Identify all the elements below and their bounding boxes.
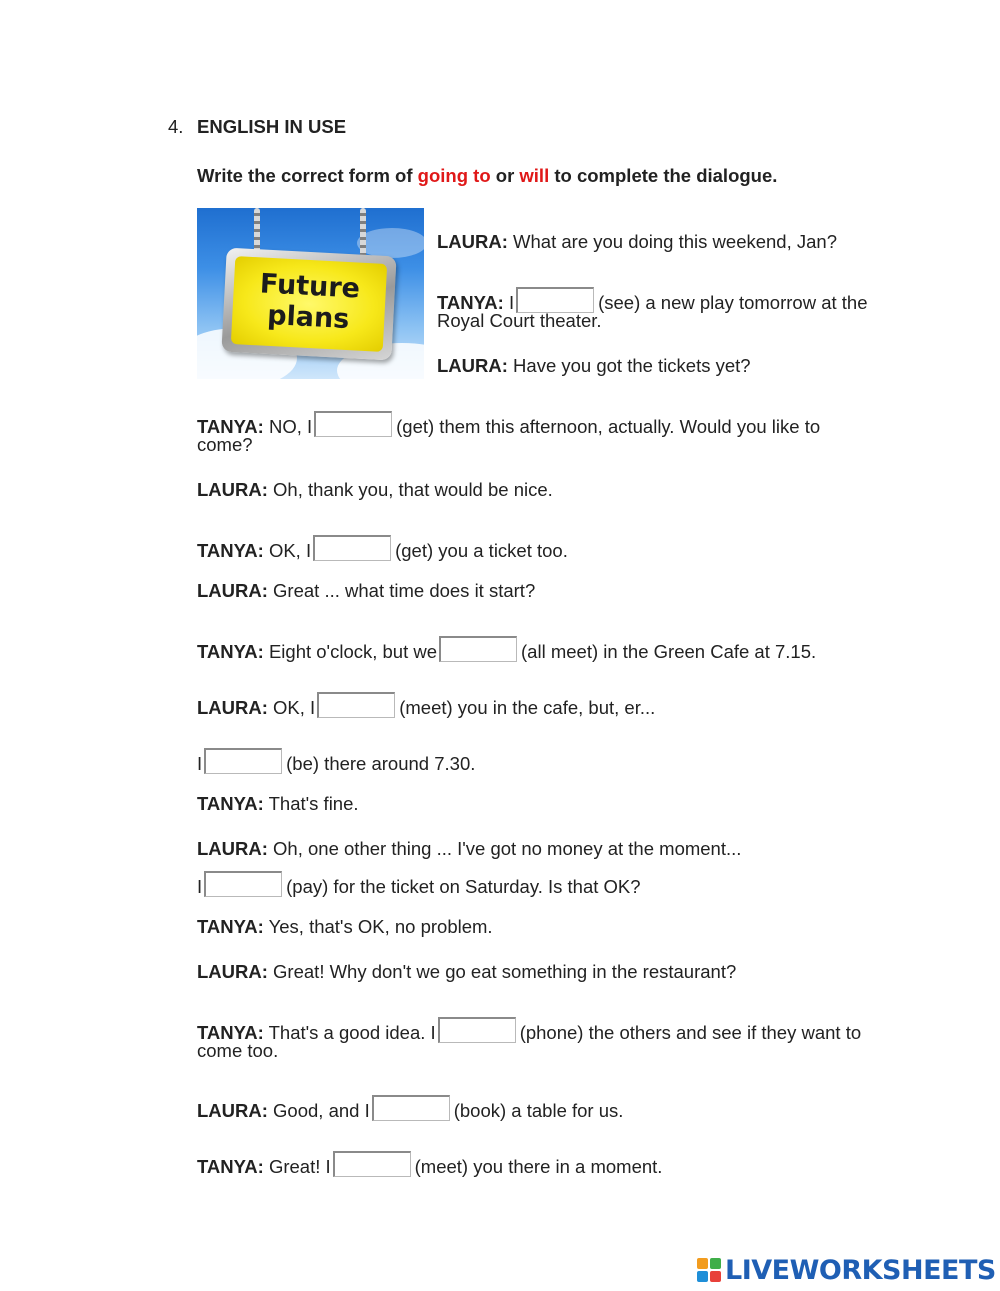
dialogue-line-continued: Royal Court theater.: [437, 310, 602, 331]
speaker: LAURA:: [437, 355, 508, 376]
dialogue-line: [197, 692, 655, 719]
line-text: (meet) you in the cafe, but, er...: [399, 697, 656, 718]
line-text: NO, I: [263, 416, 313, 437]
logo-text: LIVEWORKSHEETS: [725, 1254, 996, 1286]
line-text: That's fine.: [263, 793, 359, 814]
sign-line-2: plans: [266, 299, 351, 336]
line-text: (see) a new play tomorrow at the: [598, 292, 868, 313]
speaker: TANYA:: [197, 793, 264, 814]
speaker: TANYA:: [197, 416, 264, 437]
dialogue-line: [197, 411, 820, 438]
speaker: LAURA:: [197, 697, 268, 718]
answer-input-10[interactable]: [333, 1151, 411, 1177]
instruction: [197, 165, 777, 187]
line-text: I: [197, 753, 203, 774]
dialogue-line: [197, 479, 553, 501]
line-text: Great! Why don't we go eat something in the restaurant?: [267, 961, 737, 982]
speaker: TANYA:: [197, 916, 264, 937]
speaker: LAURA:: [197, 580, 268, 601]
line-text: OK, I: [263, 540, 312, 561]
line-text: (pay) for the ticket on Saturday. Is that OK?: [286, 876, 641, 897]
dialogue-line: [197, 535, 568, 562]
answer-input-4[interactable]: [439, 636, 517, 662]
answer-input-7[interactable]: [204, 871, 282, 897]
dialogue-line: [197, 1017, 861, 1044]
cloud: [357, 228, 424, 258]
answer-input-9[interactable]: [372, 1095, 450, 1121]
answer-input-6[interactable]: [204, 748, 282, 774]
logo-blocks-icon: [697, 1258, 721, 1282]
dialogue-line: [197, 1095, 623, 1122]
line-text: (get) you a ticket too.: [395, 540, 568, 561]
line-text: What are you doing this weekend, Jan?: [507, 231, 837, 252]
line-text: (be) there around 7.30.: [286, 753, 476, 774]
line-text: Great ... what time does it start?: [267, 580, 536, 601]
line-text: Yes, that's OK, no problem.: [263, 916, 493, 937]
speaker: LAURA:: [197, 1100, 268, 1121]
speaker: LAURA:: [197, 479, 268, 500]
dialogue-line: [197, 838, 741, 860]
line-text: (meet) you there in a moment.: [414, 1156, 663, 1177]
speaker: TANYA:: [197, 1022, 264, 1043]
line-text: Great! I: [263, 1156, 331, 1177]
dialogue-line: [197, 871, 641, 898]
sign-line-1: Future: [259, 268, 361, 305]
dialogue-line: [197, 1151, 662, 1178]
line-text: OK, I: [267, 697, 316, 718]
dialogue-line: [197, 580, 535, 602]
line-text: (book) a table for us.: [453, 1100, 624, 1121]
question-number: 4.: [168, 116, 184, 137]
line-text: Eight o'clock, but we: [263, 641, 438, 662]
line-text: I: [503, 292, 515, 313]
speaker: TANYA:: [437, 292, 504, 313]
speaker: TANYA:: [197, 1156, 264, 1177]
instruction-will: will: [519, 165, 550, 186]
line-text: Oh, thank you, that would be nice.: [267, 479, 553, 500]
instruction-going-to: going to: [417, 165, 491, 186]
answer-input-5[interactable]: [317, 692, 395, 718]
section-title: ENGLISH IN USE: [197, 116, 347, 137]
line-text: Have you got the tickets yet?: [507, 355, 751, 376]
dialogue-line-continued: come?: [197, 434, 253, 455]
line-text: (phone) the others and see if they want to: [519, 1022, 862, 1043]
sign-text: [231, 256, 387, 352]
instruction-part1: Write the correct form of: [197, 165, 418, 186]
answer-input-3[interactable]: [313, 535, 391, 561]
dialogue-line: [197, 793, 359, 815]
instruction-part2: or: [490, 165, 520, 186]
future-plans-image: [197, 208, 424, 379]
liveworksheets-logo[interactable]: [697, 1254, 996, 1286]
line-text: I: [197, 876, 203, 897]
speaker: LAURA:: [197, 838, 268, 859]
dialogue-line: [197, 961, 736, 983]
speaker: TANYA:: [197, 540, 264, 561]
dialogue-line: [437, 355, 751, 377]
dialogue-line: [197, 636, 816, 663]
answer-input-8[interactable]: [438, 1017, 516, 1043]
sign-board: [221, 248, 396, 361]
line-text: Good, and I: [267, 1100, 370, 1121]
line-text: That's a good idea. I: [263, 1022, 436, 1043]
dialogue-line: [437, 231, 837, 253]
dialogue-line: [197, 748, 475, 775]
speaker: TANYA:: [197, 641, 264, 662]
instruction-part3: to complete the dialogue.: [549, 165, 778, 186]
answer-input-2[interactable]: [314, 411, 392, 437]
dialogue-line-continued: come too.: [197, 1040, 279, 1061]
line-text: (get) them this afternoon, actually. Would you like to: [396, 416, 821, 437]
speaker: LAURA:: [437, 231, 508, 252]
dialogue-line: [197, 916, 493, 938]
speaker: LAURA:: [197, 961, 268, 982]
line-text: Oh, one other thing ... I've got no money at the moment...: [267, 838, 742, 859]
line-text: (all meet) in the Green Cafe at 7.15.: [521, 641, 817, 662]
